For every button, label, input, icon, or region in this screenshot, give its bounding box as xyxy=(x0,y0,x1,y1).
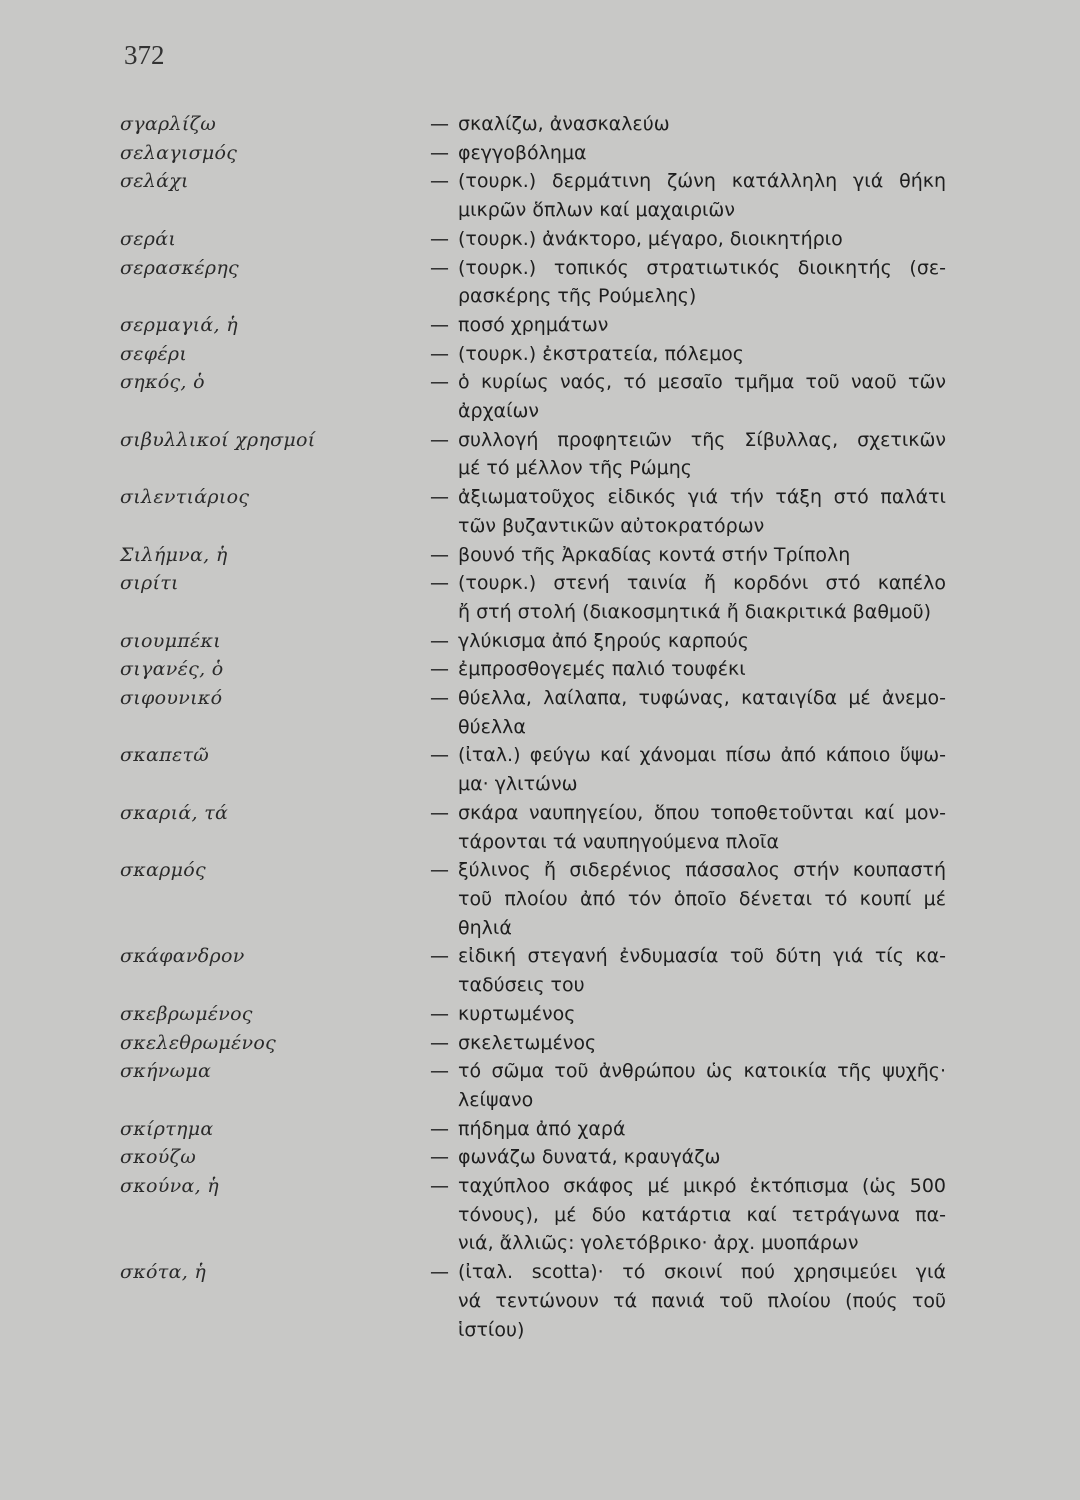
definition-line: εἰδική στεγανή ἐνδυμασία τοῦ δύτη γιά τίς κα- xyxy=(458,945,946,968)
definition-line: ταχύπλοο σκάφος μέ μικρό ἐκτόπισμα (ὡς 500 xyxy=(458,1175,946,1198)
entry-definition xyxy=(458,569,946,626)
glossary-entry xyxy=(0,340,1080,369)
entry-headword: σελαγισμός xyxy=(120,141,238,164)
entry-dash: — xyxy=(430,1060,449,1083)
entry-definition xyxy=(458,1115,946,1144)
entry-definition xyxy=(458,1143,946,1172)
glossary-entry xyxy=(0,139,1080,168)
definition-line: κυρτωμένος xyxy=(458,1002,576,1025)
glossary-entry xyxy=(0,483,1080,540)
entry-headword: σηκός, ὁ xyxy=(120,371,205,394)
entry-definition xyxy=(458,167,946,224)
definition-line: ποσό χρημάτων xyxy=(458,313,609,336)
entry-headword: σκαρμός xyxy=(120,859,206,882)
definition-line: ρασκέρης τῆς Ρούμελης) xyxy=(458,285,697,308)
definition-line: θύελλα, λαίλαπα, τυφώνας, καταιγίδα μέ ἀνεμο- xyxy=(458,687,946,710)
entry-headword: σεράι xyxy=(120,227,177,250)
glossary-entry xyxy=(0,1172,1080,1258)
definition-line: ταδύσεις του xyxy=(458,974,585,997)
entry-headword: σερασκέρης xyxy=(120,256,239,279)
glossary-entry xyxy=(0,684,1080,741)
entry-headword: σκούνα, ἡ xyxy=(120,1175,219,1198)
entry-definition xyxy=(458,741,946,798)
entry-dash: — xyxy=(430,801,449,824)
glossary-entry xyxy=(0,254,1080,311)
definition-line: τάρονται τά ναυπηγούμενα πλοῖα xyxy=(458,830,779,853)
glossary-entry xyxy=(0,426,1080,483)
entry-dash: — xyxy=(430,687,449,710)
definition-line: λείψανο xyxy=(458,1088,534,1111)
glossary-entry xyxy=(0,225,1080,254)
definition-line: τόνους), μέ δύο κατάρτια καί τετράγωνα πα- xyxy=(458,1203,946,1226)
definition-line: (ἰταλ.) φεύγω καί χάνομαι πίσω ἀπό κάποιο ὕψω- xyxy=(458,744,946,767)
entry-headword: σκήνωμα xyxy=(120,1060,212,1083)
entry-definition xyxy=(458,1057,946,1114)
glossary-entry xyxy=(0,368,1080,425)
definition-line: ὁ κυρίως ναός, τό μεσαῖο τμῆμα τοῦ ναοῦ τῶν xyxy=(458,371,946,394)
entry-definition xyxy=(458,684,946,741)
definition-line: μα· γλιτώνω xyxy=(458,773,578,796)
definition-line: τό σῶμα τοῦ ἀνθρώπου ὡς κατοικία τῆς ψυχῆς· xyxy=(458,1060,946,1083)
entry-definition xyxy=(458,139,946,168)
glossary-entry xyxy=(0,1057,1080,1114)
definition-line: νά τεντώνουν τά πανιά τοῦ πλοίου (πούς τοῦ xyxy=(458,1289,946,1312)
definition-line: ξύλινος ἤ σιδερένιος πάσσαλος στήν κουπαστή xyxy=(458,859,946,882)
entry-dash: — xyxy=(430,658,449,681)
definition-line: (τουρκ.) δερμάτινη ζώνη κατάλληλη γιά θήκη xyxy=(458,170,946,193)
glossary-entry xyxy=(0,1000,1080,1029)
entry-definition xyxy=(458,655,946,684)
entry-headword: σερμαγιά, ἡ xyxy=(120,313,238,336)
entry-dash: — xyxy=(430,227,449,250)
definition-line: τοῦ πλοίου ἀπό τόν ὁποῖο δένεται τό κουπί μέ xyxy=(458,887,946,910)
definition-line: συλλογή προφητειῶν τῆς Σίβυλλας, σχετικῶν xyxy=(458,428,946,451)
entry-dash: — xyxy=(430,113,449,135)
definition-line: ἤ στή στολή (διακοσμητικά ἤ διακριτικά βαθμοῦ) xyxy=(458,600,932,623)
entry-definition xyxy=(458,225,946,254)
glossary-entry xyxy=(0,167,1080,224)
entry-definition xyxy=(458,942,946,999)
entry-headword: σιρίτι xyxy=(120,572,179,595)
entry-dash: — xyxy=(430,342,449,365)
entry-dash: — xyxy=(430,1261,449,1284)
definition-line: (τουρκ.) στενή ταινία ἤ κορδόνι στό καπέλο xyxy=(458,572,946,595)
entry-dash: — xyxy=(430,1175,449,1198)
definition-line: (ἰταλ. scotta)· τό σκοινί πού χρησιμεύει γιά xyxy=(458,1261,946,1284)
definition-line: νιά, ἄλλιῶς: γολετόβρικο· ἀρχ. μυοπάρων xyxy=(458,1232,859,1255)
entry-definition xyxy=(458,541,946,570)
entry-definition xyxy=(458,627,946,656)
entry-dash: — xyxy=(430,486,449,509)
definition-line: θηλιά xyxy=(458,916,512,939)
definition-line: φωνάζω δυνατά, κραυγάζω xyxy=(458,1146,721,1169)
entry-headword: σιγανές, ὁ xyxy=(120,658,224,681)
glossary-entry xyxy=(0,1115,1080,1144)
glossary-entries xyxy=(0,110,1080,1344)
entry-headword: σεφέρι xyxy=(120,342,188,365)
entry-definition xyxy=(458,311,946,340)
entry-headword: σιβυλλικοί χρησμοί xyxy=(120,428,316,451)
entry-headword: σιφουνικό xyxy=(120,687,223,710)
definition-line: ἀξιωματοῦχος εἰδικός γιά τήν τάξη στό παλάτι xyxy=(458,486,946,509)
entry-dash: — xyxy=(430,371,449,394)
glossary-entry xyxy=(0,655,1080,684)
definition-line: τῶν βυζαντικῶν αὐτοκρατόρων xyxy=(458,514,765,537)
entry-dash: — xyxy=(430,1031,449,1054)
page-number: 372 xyxy=(124,40,165,70)
entry-headword: σκεβρωμένος xyxy=(120,1002,253,1025)
glossary-entry xyxy=(0,1029,1080,1058)
glossary-entry xyxy=(0,569,1080,626)
entry-definition xyxy=(458,426,946,483)
definition-line: (τουρκ.) ἐκστρατεία, πόλεμος xyxy=(458,342,744,365)
definition-line: ἀρχαίων xyxy=(458,400,540,423)
glossary-entry xyxy=(0,541,1080,570)
entry-dash: — xyxy=(430,141,449,164)
entry-headword: σκάφανδρον xyxy=(120,945,245,968)
definition-line: (τουρκ.) ἀνάκτορο, μέγαρο, διοικητήριο xyxy=(458,227,843,250)
entry-headword: σκαριά, τά xyxy=(120,801,229,824)
glossary-entry xyxy=(0,311,1080,340)
entry-headword: σιλεντιάριος xyxy=(120,486,250,509)
entry-dash: — xyxy=(430,428,449,451)
entry-headword: σκελεθρωμένος xyxy=(120,1031,277,1054)
entry-headword: σκίρτημα xyxy=(120,1117,214,1140)
entry-headword: σγαρλίζω xyxy=(120,113,217,135)
definition-line: πήδημα ἀπό χαρά xyxy=(458,1117,626,1140)
glossary-entry xyxy=(0,1258,1080,1344)
entry-headword: σκούζω xyxy=(120,1146,197,1169)
definition-line: θύελλα xyxy=(458,715,526,738)
entry-dash: — xyxy=(430,629,449,652)
entry-dash: — xyxy=(430,543,449,566)
entry-headword: σιουμπέκι xyxy=(120,629,222,652)
glossary-entry xyxy=(0,741,1080,798)
entry-dash: — xyxy=(430,859,449,882)
definition-line: μέ τό μέλλον τῆς Ρώμης xyxy=(458,457,692,480)
entry-headword: σελάχι xyxy=(120,170,189,193)
entry-definition xyxy=(458,483,946,540)
entry-definition xyxy=(458,799,946,856)
definition-line: ἱστίου) xyxy=(458,1318,525,1341)
entry-dash: — xyxy=(430,945,449,968)
entry-definition xyxy=(458,1172,946,1258)
definition-line: μικρῶν ὅπλων καί μαχαιριῶν xyxy=(458,199,735,222)
entry-dash: — xyxy=(430,1146,449,1169)
glossary-entry xyxy=(0,110,1080,139)
entry-dash: — xyxy=(430,744,449,767)
definition-line: (τουρκ.) τοπικός στρατιωτικός διοικητής (σε- xyxy=(458,256,946,279)
entry-headword: σκότα, ἡ xyxy=(120,1261,207,1284)
entry-dash: — xyxy=(430,170,449,193)
glossary-entry xyxy=(0,942,1080,999)
definition-line: σκελετωμένος xyxy=(458,1031,597,1054)
definition-line: γλύκισμα ἀπό ξηρούς καρπούς xyxy=(458,629,749,652)
entry-dash: — xyxy=(430,313,449,336)
glossary-entry xyxy=(0,627,1080,656)
entry-definition xyxy=(458,254,946,311)
entry-dash: — xyxy=(430,256,449,279)
entry-headword: Σιλήμνα, ἡ xyxy=(120,543,228,566)
entry-dash: — xyxy=(430,572,449,595)
entry-definition xyxy=(458,1029,946,1058)
entry-definition xyxy=(458,368,946,425)
entry-definition xyxy=(458,1000,946,1029)
definition-line: σκάρα ναυπηγείου, ὅπου τοποθετοῦνται καί μον- xyxy=(458,801,946,824)
definition-line: βουνό τῆς Ἀρκαδίας κοντά στήν Τρίπολη xyxy=(458,543,851,566)
definition-line: σκαλίζω, ἀνασκαλεύω xyxy=(458,113,670,135)
entry-dash: — xyxy=(430,1002,449,1025)
entry-dash: — xyxy=(430,1117,449,1140)
entry-definition xyxy=(458,1258,946,1344)
entry-definition xyxy=(458,856,946,942)
definition-line: φεγγοβόλημα xyxy=(458,141,587,164)
entry-definition xyxy=(458,340,946,369)
glossary-entry xyxy=(0,1143,1080,1172)
entry-headword: σκαπετῶ xyxy=(120,744,210,767)
glossary-entry xyxy=(0,856,1080,942)
entry-definition xyxy=(458,110,946,139)
definition-line: ἐμπροσθογεμές παλιό τουφέκι xyxy=(458,658,746,681)
glossary-entry xyxy=(0,799,1080,856)
